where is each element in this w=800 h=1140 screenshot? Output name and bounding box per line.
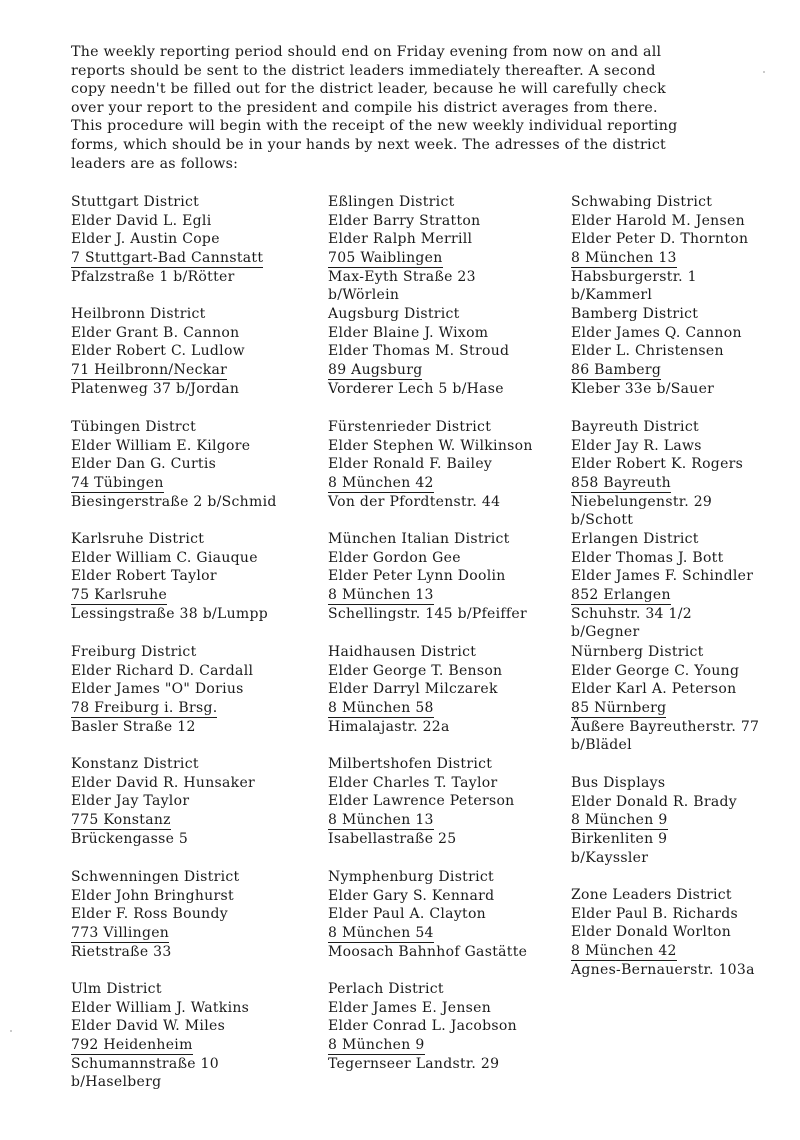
street-address: Brückengasse 5 bbox=[71, 830, 189, 847]
street-address: Niebelungenstr. 29 bbox=[571, 493, 713, 510]
elder-name: Elder George T. Benson bbox=[328, 662, 503, 679]
district-block bbox=[571, 305, 742, 398]
city-postal: 75 Karlsruhe bbox=[71, 587, 168, 604]
city-postal: 8 München 13 bbox=[571, 250, 677, 267]
intro-line: forms, which should be in your hands by next week. The adresses of the district bbox=[71, 136, 666, 153]
district-name: Freiburg District bbox=[71, 644, 197, 660]
district-block bbox=[328, 980, 517, 1073]
elder-name: Elder Robert C. Ludlow bbox=[71, 343, 245, 360]
district-block bbox=[328, 530, 527, 623]
street-address: Von der Pfordtenstr. 44 bbox=[328, 493, 501, 510]
elder-name: Elder James "O" Dorius bbox=[71, 681, 244, 698]
street-address: Kleber 33e b/Sauer bbox=[571, 380, 715, 397]
street-address: b/Schott bbox=[571, 512, 634, 529]
district-block bbox=[328, 193, 480, 305]
street-address: Moosach Bahnhof Gastätte bbox=[328, 943, 528, 960]
district-name: Bayreuth District bbox=[571, 419, 699, 435]
district-block bbox=[328, 868, 527, 961]
district-name: Eßlingen District bbox=[328, 194, 455, 210]
elder-name: Elder William E. Kilgore bbox=[71, 437, 251, 454]
district-name: Nürnberg District bbox=[571, 644, 704, 660]
district-name: Stuttgart District bbox=[71, 194, 200, 210]
city-postal: 74 Tübingen bbox=[71, 475, 164, 492]
city-line bbox=[71, 811, 255, 830]
city-postal: 86 Bamberg bbox=[571, 362, 662, 379]
intro-line: leaders are as follows: bbox=[71, 155, 239, 172]
city-postal: 773 Villingen bbox=[71, 925, 170, 942]
city-line bbox=[328, 474, 533, 493]
district-block bbox=[571, 530, 753, 642]
district-name: Haidhausen District bbox=[328, 644, 477, 660]
intro-line: This procedure will begin with the receipt of the new weekly individual reporting bbox=[71, 118, 678, 135]
elder-name: Elder Paul A. Clayton bbox=[328, 906, 486, 923]
district-name: München Italian District bbox=[328, 531, 510, 547]
district-block bbox=[71, 755, 255, 848]
district-block bbox=[571, 418, 743, 530]
city-line bbox=[328, 1036, 517, 1055]
city-postal: 8 München 9 bbox=[571, 812, 668, 829]
district-block bbox=[571, 643, 759, 755]
city-postal: 858 Bayreuth bbox=[571, 475, 671, 492]
city-line bbox=[571, 361, 742, 380]
paper-speck bbox=[763, 71, 765, 73]
district-name: Tübingen Distrct bbox=[71, 419, 196, 435]
elder-name: Elder L. Christensen bbox=[571, 343, 724, 360]
elder-name: Elder Ronald F. Bailey bbox=[328, 456, 493, 473]
elder-name: Elder Robert Taylor bbox=[71, 568, 217, 585]
city-line bbox=[328, 249, 480, 268]
elder-name: Elder David R. Hunsaker bbox=[71, 774, 256, 791]
elder-name: Elder J. Austin Cope bbox=[71, 231, 220, 248]
street-address: Rietstraße 33 bbox=[71, 943, 172, 960]
elder-name: Elder Robert K. Rogers bbox=[571, 456, 744, 473]
city-line bbox=[571, 811, 737, 830]
elder-name: Elder James Q. Cannon bbox=[571, 324, 742, 341]
district-block bbox=[328, 755, 515, 848]
elder-name: Elder Donald R. Brady bbox=[571, 793, 737, 810]
city-line bbox=[571, 699, 759, 718]
district-name: Konstanz District bbox=[71, 756, 199, 772]
elder-name: Elder Dan G. Curtis bbox=[71, 456, 217, 473]
district-name: Nymphenburg District bbox=[328, 869, 494, 885]
street-address: b/Wörlein bbox=[328, 287, 400, 304]
district-name: Milbertshofen District bbox=[328, 756, 493, 772]
city-line bbox=[328, 361, 509, 380]
district-name: Bamberg District bbox=[571, 306, 699, 322]
city-postal: 71 Heilbronn/Neckar bbox=[71, 362, 228, 379]
elder-name: Elder Karl A. Peterson bbox=[571, 681, 737, 698]
street-address: Tegernseer Landstr. 29 bbox=[328, 1055, 500, 1072]
paper-speck bbox=[10, 1030, 12, 1032]
district-block bbox=[71, 305, 245, 398]
elder-name: Elder Peter D. Thornton bbox=[571, 231, 749, 248]
street-address: Äußere Bayreutherstr. 77 bbox=[571, 718, 760, 735]
district-name: Heilbronn District bbox=[71, 306, 206, 322]
elder-name: Elder William J. Watkins bbox=[71, 999, 250, 1016]
city-line bbox=[71, 699, 253, 718]
street-address: b/Kayssler bbox=[571, 849, 649, 866]
city-postal: 8 München 13 bbox=[328, 587, 434, 604]
city-line bbox=[571, 586, 753, 605]
street-address: b/Blädel bbox=[571, 737, 632, 754]
street-address: b/Gegner bbox=[571, 624, 640, 641]
intro-line: copy needn't be filled out for the district leader, because he will carefully check bbox=[71, 81, 666, 98]
city-postal: 8 München 54 bbox=[328, 925, 434, 942]
elder-name: Elder Harold M. Jensen bbox=[571, 212, 745, 229]
city-line bbox=[71, 249, 263, 268]
district-block bbox=[71, 643, 253, 736]
elder-name: Elder Blaine J. Wixom bbox=[328, 324, 489, 341]
district-name: Ulm District bbox=[71, 981, 162, 997]
elder-name: Elder Charles T. Taylor bbox=[328, 774, 498, 791]
district-block bbox=[571, 774, 737, 867]
district-block bbox=[71, 980, 249, 1092]
elder-name: Elder Peter Lynn Doolin bbox=[328, 568, 506, 585]
district-name: Erlangen District bbox=[571, 531, 699, 547]
street-address: b/Kammerl bbox=[571, 287, 653, 304]
street-address: Birkenliten 9 bbox=[571, 831, 668, 848]
elder-name: Elder Thomas M. Stroud bbox=[328, 343, 510, 360]
district-block bbox=[571, 886, 755, 979]
elder-name: Elder Stephen W. Wilkinson bbox=[328, 437, 533, 454]
city-postal: 85 Nürnberg bbox=[571, 700, 667, 717]
city-line bbox=[71, 474, 277, 493]
elder-name: Elder James F. Schindler bbox=[571, 568, 754, 585]
city-line bbox=[571, 249, 748, 268]
elder-name: Elder Lawrence Peterson bbox=[328, 793, 515, 810]
district-block bbox=[71, 530, 268, 623]
city-postal: 8 München 58 bbox=[328, 700, 434, 717]
street-address: Schumannstraße 10 bbox=[71, 1055, 219, 1072]
city-line bbox=[71, 1036, 249, 1055]
city-postal: 7 Stuttgart-Bad Cannstatt bbox=[71, 250, 264, 267]
elder-name: Elder Gary S. Kennard bbox=[328, 887, 495, 904]
district-block bbox=[71, 868, 239, 961]
elder-name: Elder William C. Giauque bbox=[71, 549, 258, 566]
elder-name: Elder David W. Miles bbox=[71, 1018, 226, 1035]
street-address: Biesingerstraße 2 b/Schmid bbox=[71, 493, 277, 510]
intro-line: over your report to the president and compile his district averages from there. bbox=[71, 99, 658, 116]
elder-name: Elder Conrad L. Jacobson bbox=[328, 1018, 517, 1035]
street-address: Lessingstraße 38 b/Lumpp bbox=[71, 605, 268, 622]
district-name: Perlach District bbox=[328, 981, 444, 997]
elder-name: Elder Paul B. Richards bbox=[571, 905, 739, 922]
elder-name: Elder David L. Egli bbox=[71, 212, 212, 229]
elder-name: Elder Darryl Milczarek bbox=[328, 681, 498, 698]
district-name: Karlsruhe District bbox=[71, 531, 205, 547]
intro-line: The weekly reporting period should end on Friday evening from now on and all bbox=[71, 44, 662, 60]
elder-name: Elder Richard D. Cardall bbox=[71, 662, 254, 679]
city-postal: 775 Konstanz bbox=[71, 812, 171, 829]
district-name: Bus Displays bbox=[571, 775, 666, 791]
city-postal: 78 Freiburg i. Brsg. bbox=[71, 700, 218, 717]
intro-paragraph bbox=[71, 43, 771, 173]
elder-name: Elder Jay R. Laws bbox=[571, 437, 702, 454]
district-name: Schwenningen District bbox=[71, 869, 240, 885]
city-line bbox=[71, 361, 245, 380]
city-postal: 852 Erlangen bbox=[571, 587, 671, 604]
elder-name: Elder F. Ross Boundy bbox=[71, 906, 228, 923]
city-postal: 705 Waiblingen bbox=[328, 250, 443, 267]
city-line bbox=[71, 586, 268, 605]
city-line bbox=[328, 811, 515, 830]
city-postal: 8 München 42 bbox=[571, 943, 677, 960]
city-line bbox=[328, 699, 502, 718]
street-address: Habsburgerstr. 1 bbox=[571, 268, 697, 285]
district-block bbox=[71, 418, 277, 511]
elder-name: Elder Barry Stratton bbox=[328, 212, 481, 229]
street-address: Max-Eyth Straße 23 bbox=[328, 268, 476, 285]
district-name: Fürstenrieder District bbox=[328, 419, 492, 435]
district-block bbox=[71, 193, 263, 286]
district-block bbox=[328, 305, 509, 398]
district-name: Zone Leaders District bbox=[571, 887, 732, 903]
elder-name: Elder John Bringhurst bbox=[71, 887, 234, 904]
city-line bbox=[328, 924, 527, 943]
street-address: b/Haselberg bbox=[71, 1074, 162, 1091]
elder-name: Elder George C. Young bbox=[571, 662, 740, 679]
district-block bbox=[328, 643, 502, 736]
elder-name: Elder Donald Worlton bbox=[571, 924, 732, 941]
elder-name: Elder Jay Taylor bbox=[71, 793, 190, 810]
city-line bbox=[571, 942, 755, 961]
elder-name: Elder Ralph Merrill bbox=[328, 231, 473, 248]
street-address: Schuhstr. 34 1/2 bbox=[571, 605, 692, 622]
district-block bbox=[328, 418, 533, 511]
elder-name: Elder Grant B. Cannon bbox=[71, 324, 240, 341]
district-block bbox=[571, 193, 748, 305]
street-address: Schellingstr. 145 b/Pfeiffer bbox=[328, 605, 527, 622]
intro-line: reports should be sent to the district leaders immediately thereafter. A second bbox=[71, 62, 656, 79]
street-address: Basler Straße 12 bbox=[71, 718, 196, 735]
district-name: Schwabing District bbox=[571, 194, 713, 210]
elder-name: Elder Gordon Gee bbox=[328, 549, 461, 566]
city-line bbox=[571, 474, 743, 493]
city-postal: 8 München 9 bbox=[328, 1037, 425, 1054]
city-postal: 8 München 42 bbox=[328, 475, 434, 492]
street-address: Himalajastr. 22a bbox=[328, 718, 450, 735]
street-address: Vorderer Lech 5 b/Hase bbox=[328, 380, 504, 397]
city-line bbox=[328, 586, 527, 605]
street-address: Platenweg 37 b/Jordan bbox=[71, 380, 240, 397]
district-name: Augsburg District bbox=[328, 306, 460, 322]
city-line bbox=[71, 924, 239, 943]
city-postal: 792 Heidenheim bbox=[71, 1037, 193, 1054]
city-postal: 8 München 13 bbox=[328, 812, 434, 829]
street-address: Pfalzstraße 1 b/Rötter bbox=[71, 268, 235, 285]
street-address: Agnes-Bernauerstr. 103a bbox=[571, 961, 755, 978]
elder-name: Elder James E. Jensen bbox=[328, 999, 492, 1016]
city-postal: 89 Augsburg bbox=[328, 362, 423, 379]
elder-name: Elder Thomas J. Bott bbox=[571, 549, 724, 566]
street-address: Isabellastraße 25 bbox=[328, 830, 457, 847]
